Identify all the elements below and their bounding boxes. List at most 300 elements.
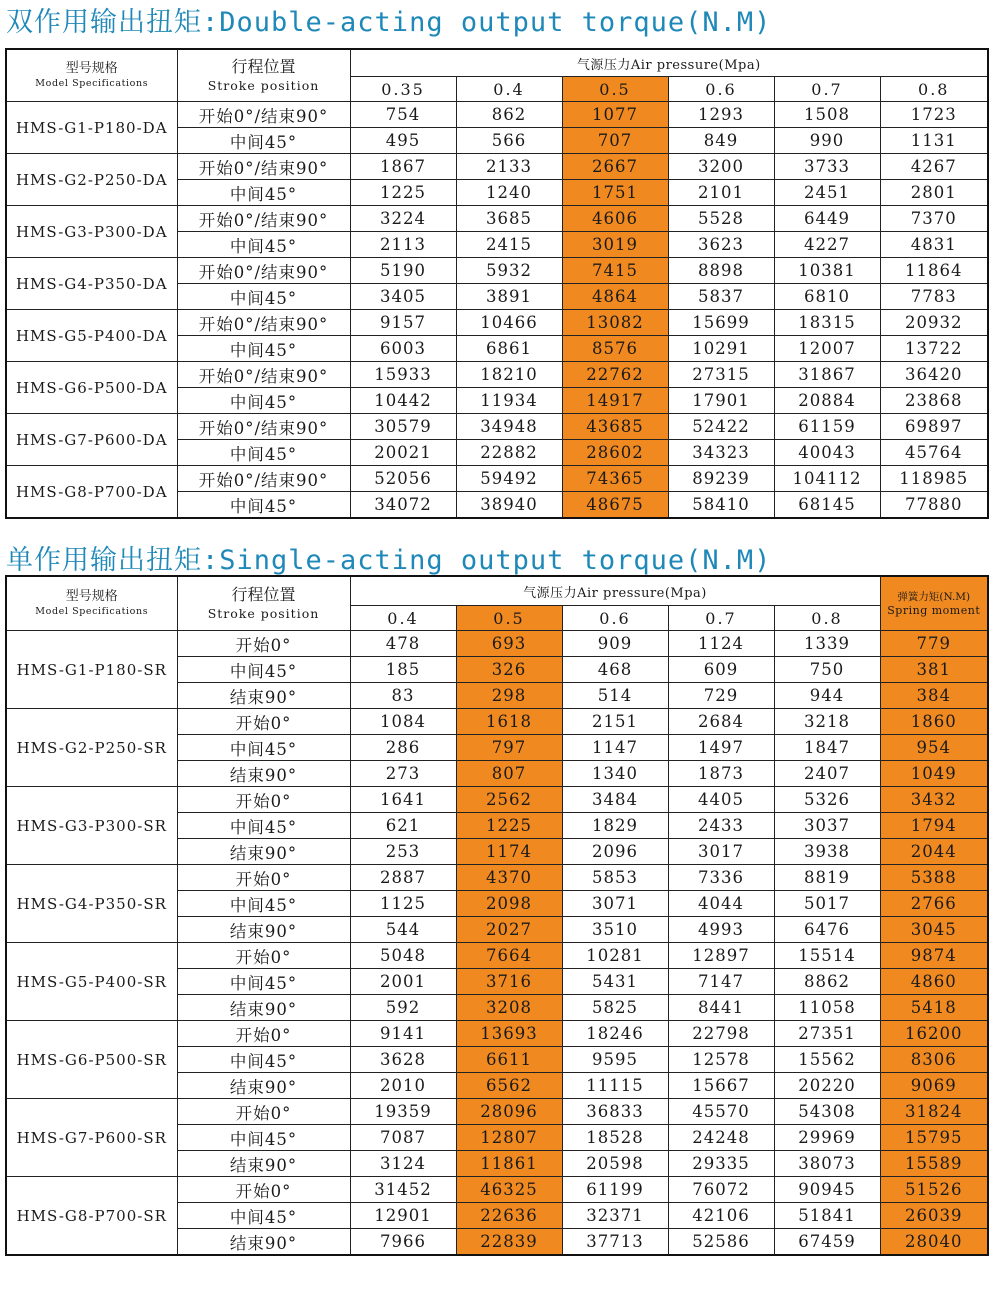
spring-moment-value: 26039: [880, 1203, 988, 1229]
torque-value: 12901: [350, 1203, 456, 1229]
torque-value: 3017: [668, 839, 774, 865]
torque-value: 7336: [668, 865, 774, 891]
torque-value: 67459: [774, 1229, 880, 1256]
pressure-value: 0.8: [774, 606, 880, 631]
torque-value: 61159: [774, 414, 880, 440]
torque-value: 1340: [562, 761, 668, 787]
table-row: [6, 787, 988, 813]
double-acting-title: 双作用输出扭矩:Double-acting output torque(N.M): [6, 7, 772, 38]
torque-value: 7966: [350, 1229, 456, 1256]
spring-moment-value: 2766: [880, 891, 988, 917]
torque-value: 24248: [668, 1125, 774, 1151]
torque-value: 18246: [562, 1021, 668, 1047]
torque-value: 4267: [880, 154, 988, 180]
stroke-position: 开始0°/结束90°: [177, 362, 350, 388]
torque-value: 90945: [774, 1177, 880, 1203]
torque-value: 2098: [456, 891, 562, 917]
torque-value: 3019: [562, 232, 668, 258]
table-row: [6, 631, 988, 657]
torque-value: 253: [350, 839, 456, 865]
torque-value: 18528: [562, 1125, 668, 1151]
torque-value: 7147: [668, 969, 774, 995]
torque-value: 104112: [774, 466, 880, 492]
torque-value: 34948: [456, 414, 562, 440]
stroke-position: 结束90°: [177, 1073, 350, 1099]
table-row: [6, 466, 988, 492]
torque-value: 544: [350, 917, 456, 943]
stroke-position-header-en: Stroke position: [207, 605, 320, 621]
torque-value: 1339: [774, 631, 880, 657]
torque-value: 74365: [562, 466, 668, 492]
spring-moment-value: 9874: [880, 943, 988, 969]
model-name: HMS-G7-P600-DA: [6, 414, 177, 466]
torque-value: 3071: [562, 891, 668, 917]
torque-value: 9157: [350, 310, 456, 336]
torque-value: 28096: [456, 1099, 562, 1125]
model-name: HMS-G4-P350-DA: [6, 258, 177, 310]
pressure-value: 0.4: [350, 606, 456, 631]
model-name: HMS-G7-P600-SR: [6, 1099, 177, 1177]
spring-moment-header-en: Spring moment: [887, 603, 981, 617]
torque-value: 52586: [668, 1229, 774, 1256]
torque-value: 3200: [668, 154, 774, 180]
model-name: HMS-G1-P180-DA: [6, 102, 177, 154]
torque-value: 3623: [668, 232, 774, 258]
torque-value: 54308: [774, 1099, 880, 1125]
spring-moment-value: 1860: [880, 709, 988, 735]
torque-value: 3628: [350, 1047, 456, 1073]
torque-value: 1131: [880, 128, 988, 154]
torque-value: 46325: [456, 1177, 562, 1203]
torque-value: 1077: [562, 102, 668, 128]
stroke-position: 中间45°: [177, 969, 350, 995]
torque-value: 12807: [456, 1125, 562, 1151]
torque-value: 12578: [668, 1047, 774, 1073]
torque-value: 1867: [350, 154, 456, 180]
torque-value: 5431: [562, 969, 668, 995]
torque-value: 6810: [774, 284, 880, 310]
torque-value: 4864: [562, 284, 668, 310]
torque-value: 38073: [774, 1151, 880, 1177]
torque-value: 1125: [350, 891, 456, 917]
spring-moment-value: 384: [880, 683, 988, 709]
torque-value: 729: [668, 683, 774, 709]
torque-value: 1618: [456, 709, 562, 735]
model-name: HMS-G6-P500-SR: [6, 1021, 177, 1099]
torque-value: 6562: [456, 1073, 562, 1099]
torque-value: 20598: [562, 1151, 668, 1177]
torque-value: 1641: [350, 787, 456, 813]
torque-value: 4405: [668, 787, 774, 813]
torque-value: 18315: [774, 310, 880, 336]
torque-value: 22762: [562, 362, 668, 388]
table-row: [6, 414, 988, 440]
torque-value: 754: [350, 102, 456, 128]
torque-value: 5017: [774, 891, 880, 917]
model-spec-header: [6, 49, 177, 102]
torque-value: 4044: [668, 891, 774, 917]
model-name: HMS-G8-P700-SR: [6, 1177, 177, 1256]
model-spec-header-en: Model Specifications: [35, 605, 149, 617]
torque-value: 2027: [456, 917, 562, 943]
model-spec-header-cn: 型号规格: [65, 588, 118, 604]
stroke-position: 开始0°: [177, 787, 350, 813]
model-name: HMS-G5-P400-DA: [6, 310, 177, 362]
torque-value: 5528: [668, 206, 774, 232]
spring-moment-value: 8306: [880, 1047, 988, 1073]
spring-moment-value: 4860: [880, 969, 988, 995]
torque-value: 1124: [668, 631, 774, 657]
torque-value: 11115: [562, 1073, 668, 1099]
model-spec-header-cn: 型号规格: [65, 60, 118, 76]
spring-moment-value: 779: [880, 631, 988, 657]
model-name: HMS-G2-P250-SR: [6, 709, 177, 787]
torque-value: 609: [668, 657, 774, 683]
torque-value: 20021: [350, 440, 456, 466]
spring-moment-header: [880, 576, 988, 631]
model-name: HMS-G3-P300-SR: [6, 787, 177, 865]
spring-moment-value: 51526: [880, 1177, 988, 1203]
table-row: [6, 154, 988, 180]
torque-value: 298: [456, 683, 562, 709]
torque-value: 11861: [456, 1151, 562, 1177]
stroke-position: 开始0°: [177, 709, 350, 735]
torque-value: 10281: [562, 943, 668, 969]
stroke-position: 中间45°: [177, 492, 350, 519]
torque-value: 10381: [774, 258, 880, 284]
stroke-position: 开始0°: [177, 943, 350, 969]
single-acting-torque-table: [5, 575, 989, 1256]
spring-moment-value: 3045: [880, 917, 988, 943]
stroke-position: 中间45°: [177, 388, 350, 414]
torque-value: 31867: [774, 362, 880, 388]
torque-value: 31452: [350, 1177, 456, 1203]
torque-value: 22798: [668, 1021, 774, 1047]
stroke-position: 中间45°: [177, 180, 350, 206]
torque-value: 22882: [456, 440, 562, 466]
torque-value: 6476: [774, 917, 880, 943]
torque-value: 286: [350, 735, 456, 761]
pressure-value: 0.7: [668, 606, 774, 631]
torque-value: 10442: [350, 388, 456, 414]
stroke-position: 开始0°/结束90°: [177, 414, 350, 440]
torque-value: 3218: [774, 709, 880, 735]
torque-value: 3510: [562, 917, 668, 943]
table-row: [6, 865, 988, 891]
spring-moment-value: 16200: [880, 1021, 988, 1047]
torque-value: 797: [456, 735, 562, 761]
torque-value: 2010: [350, 1073, 456, 1099]
torque-value: 42106: [668, 1203, 774, 1229]
torque-value: 28602: [562, 440, 668, 466]
stroke-position: 结束90°: [177, 1229, 350, 1256]
torque-value: 8819: [774, 865, 880, 891]
stroke-position: 结束90°: [177, 1151, 350, 1177]
torque-value: 4227: [774, 232, 880, 258]
air-pressure-header: 气源压力Air pressure(Mpa): [350, 49, 988, 77]
table-row: [6, 102, 988, 128]
torque-value: 3716: [456, 969, 562, 995]
table-row: [6, 310, 988, 336]
stroke-position-header-cn: 行程位置: [231, 56, 296, 76]
spring-moment-value: 5388: [880, 865, 988, 891]
torque-value: 3938: [774, 839, 880, 865]
torque-value: 3484: [562, 787, 668, 813]
stroke-position: 结束90°: [177, 995, 350, 1021]
torque-value: 13722: [880, 336, 988, 362]
stroke-position: 开始0°/结束90°: [177, 310, 350, 336]
torque-value: 15514: [774, 943, 880, 969]
torque-value: 27351: [774, 1021, 880, 1047]
torque-value: 29969: [774, 1125, 880, 1151]
torque-value: 15699: [668, 310, 774, 336]
spring-moment-value: 9069: [880, 1073, 988, 1099]
torque-value: 7370: [880, 206, 988, 232]
table-row: [6, 362, 988, 388]
stroke-position: 结束90°: [177, 839, 350, 865]
stroke-position: 中间45°: [177, 891, 350, 917]
pressure-value: 0.6: [668, 77, 774, 102]
torque-value: 12007: [774, 336, 880, 362]
stroke-position: 中间45°: [177, 657, 350, 683]
torque-value: 4831: [880, 232, 988, 258]
torque-value: 8576: [562, 336, 668, 362]
spring-moment-value: 3432: [880, 787, 988, 813]
torque-value: 514: [562, 683, 668, 709]
torque-value: 2101: [668, 180, 774, 206]
torque-value: 2407: [774, 761, 880, 787]
torque-value: 6861: [456, 336, 562, 362]
stroke-position: 中间45°: [177, 1047, 350, 1073]
spring-moment-value: 2044: [880, 839, 988, 865]
torque-value: 11934: [456, 388, 562, 414]
torque-value: 8862: [774, 969, 880, 995]
torque-value: 17901: [668, 388, 774, 414]
torque-value: 52422: [668, 414, 774, 440]
torque-value: 2433: [668, 813, 774, 839]
torque-value: 4993: [668, 917, 774, 943]
torque-value: 2151: [562, 709, 668, 735]
torque-value: 3405: [350, 284, 456, 310]
torque-value: 52056: [350, 466, 456, 492]
torque-value: 40043: [774, 440, 880, 466]
torque-value: 1084: [350, 709, 456, 735]
torque-value: 77880: [880, 492, 988, 519]
model-name: HMS-G6-P500-DA: [6, 362, 177, 414]
single-acting-title: 单作用输出扭矩:Single-acting output torque(N.M): [6, 545, 772, 576]
pressure-value: 0.5: [562, 77, 668, 102]
spring-moment-value: 15589: [880, 1151, 988, 1177]
torque-value: 69897: [880, 414, 988, 440]
torque-value: 36833: [562, 1099, 668, 1125]
torque-value: 1847: [774, 735, 880, 761]
torque-value: 592: [350, 995, 456, 1021]
torque-value: 20220: [774, 1073, 880, 1099]
torque-value: 5932: [456, 258, 562, 284]
torque-value: 59492: [456, 466, 562, 492]
torque-value: 2133: [456, 154, 562, 180]
torque-value: 45764: [880, 440, 988, 466]
torque-value: 3037: [774, 813, 880, 839]
torque-value: 2096: [562, 839, 668, 865]
torque-value: 22636: [456, 1203, 562, 1229]
torque-value: 20932: [880, 310, 988, 336]
torque-value: 61199: [562, 1177, 668, 1203]
torque-value: 12897: [668, 943, 774, 969]
torque-value: 2113: [350, 232, 456, 258]
stroke-position: 开始0°/结束90°: [177, 466, 350, 492]
pressure-value: 0.35: [350, 77, 456, 102]
torque-value: 76072: [668, 1177, 774, 1203]
torque-value: 6611: [456, 1047, 562, 1073]
stroke-position: 开始0°: [177, 865, 350, 891]
torque-value: 621: [350, 813, 456, 839]
stroke-position: 开始0°: [177, 1021, 350, 1047]
model-name: HMS-G1-P180-SR: [6, 631, 177, 709]
torque-value: 2801: [880, 180, 988, 206]
torque-value: 36420: [880, 362, 988, 388]
pressure-value: 0.6: [562, 606, 668, 631]
torque-value: 15933: [350, 362, 456, 388]
torque-value: 1225: [456, 813, 562, 839]
torque-value: 807: [456, 761, 562, 787]
stroke-position: 中间45°: [177, 1203, 350, 1229]
spring-moment-value: 31824: [880, 1099, 988, 1125]
model-name: HMS-G8-P700-DA: [6, 466, 177, 519]
torque-value: 32371: [562, 1203, 668, 1229]
torque-value: 34323: [668, 440, 774, 466]
table-row: [6, 1099, 988, 1125]
spring-moment-value: 1794: [880, 813, 988, 839]
torque-value: 11864: [880, 258, 988, 284]
stroke-position-header: [177, 49, 350, 102]
stroke-position: 中间45°: [177, 232, 350, 258]
torque-value: 6449: [774, 206, 880, 232]
torque-value: 7783: [880, 284, 988, 310]
torque-value: 909: [562, 631, 668, 657]
torque-value: 19359: [350, 1099, 456, 1125]
torque-value: 29335: [668, 1151, 774, 1177]
torque-value: 43685: [562, 414, 668, 440]
stroke-position: 中间45°: [177, 336, 350, 362]
torque-value: 2562: [456, 787, 562, 813]
torque-value: 22839: [456, 1229, 562, 1256]
torque-value: 5326: [774, 787, 880, 813]
spring-moment-value: 5418: [880, 995, 988, 1021]
torque-value: 10291: [668, 336, 774, 362]
spring-moment-value: 954: [880, 735, 988, 761]
torque-value: 1293: [668, 102, 774, 128]
table-row: [6, 1021, 988, 1047]
torque-value: 15667: [668, 1073, 774, 1099]
torque-value: 3224: [350, 206, 456, 232]
spring-moment-value: 15795: [880, 1125, 988, 1151]
stroke-position: 中间45°: [177, 735, 350, 761]
torque-value: 34072: [350, 492, 456, 519]
air-pressure-header: 气源压力Air pressure(Mpa): [350, 576, 880, 606]
model-name: HMS-G2-P250-DA: [6, 154, 177, 206]
torque-value: 1174: [456, 839, 562, 865]
torque-value: 1225: [350, 180, 456, 206]
stroke-position: 结束90°: [177, 761, 350, 787]
stroke-position: 开始0°/结束90°: [177, 154, 350, 180]
torque-value: 566: [456, 128, 562, 154]
torque-value: 495: [350, 128, 456, 154]
spring-moment-value: 28040: [880, 1229, 988, 1256]
torque-value: 58410: [668, 492, 774, 519]
torque-value: 7664: [456, 943, 562, 969]
torque-value: 7415: [562, 258, 668, 284]
torque-value: 14917: [562, 388, 668, 414]
torque-value: 5837: [668, 284, 774, 310]
torque-value: 4606: [562, 206, 668, 232]
torque-value: 5048: [350, 943, 456, 969]
torque-value: 944: [774, 683, 880, 709]
torque-value: 13693: [456, 1021, 562, 1047]
torque-value: 2415: [456, 232, 562, 258]
torque-value: 8898: [668, 258, 774, 284]
torque-value: 3733: [774, 154, 880, 180]
torque-value: 27315: [668, 362, 774, 388]
torque-value: 9595: [562, 1047, 668, 1073]
double-acting-torque-table: [5, 48, 989, 519]
torque-value: 468: [562, 657, 668, 683]
torque-value: 89239: [668, 466, 774, 492]
torque-value: 5825: [562, 995, 668, 1021]
spring-moment-header-cn: 弹簧力矩(N.M): [897, 590, 971, 603]
pressure-value: 0.7: [774, 77, 880, 102]
torque-value: 185: [350, 657, 456, 683]
model-name: HMS-G4-P350-SR: [6, 865, 177, 943]
stroke-position-header: [177, 576, 350, 631]
torque-value: 9141: [350, 1021, 456, 1047]
torque-value: 1751: [562, 180, 668, 206]
torque-value: 1829: [562, 813, 668, 839]
model-name: HMS-G5-P400-SR: [6, 943, 177, 1021]
spring-moment-value: 381: [880, 657, 988, 683]
stroke-position: 中间45°: [177, 1125, 350, 1151]
torque-value: 1508: [774, 102, 880, 128]
model-spec-header-en: Model Specifications: [35, 77, 149, 89]
torque-value: 23868: [880, 388, 988, 414]
torque-value: 1873: [668, 761, 774, 787]
torque-value: 20884: [774, 388, 880, 414]
torque-value: 2451: [774, 180, 880, 206]
torque-value: 1723: [880, 102, 988, 128]
torque-value: 2684: [668, 709, 774, 735]
torque-value: 7087: [350, 1125, 456, 1151]
stroke-position: 中间45°: [177, 813, 350, 839]
torque-value: 2887: [350, 865, 456, 891]
torque-value: 10466: [456, 310, 562, 336]
torque-value: 990: [774, 128, 880, 154]
torque-value: 6003: [350, 336, 456, 362]
torque-value: 37713: [562, 1229, 668, 1256]
table-row: [6, 709, 988, 735]
torque-value: 8441: [668, 995, 774, 1021]
torque-value: 5190: [350, 258, 456, 284]
pressure-value: 0.8: [880, 77, 988, 102]
table-row: [6, 206, 988, 232]
torque-value: 30579: [350, 414, 456, 440]
stroke-position: 开始0°/结束90°: [177, 206, 350, 232]
torque-value: 3124: [350, 1151, 456, 1177]
torque-value: 3685: [456, 206, 562, 232]
stroke-position: 开始0°: [177, 1177, 350, 1203]
stroke-position: 结束90°: [177, 683, 350, 709]
torque-value: 707: [562, 128, 668, 154]
torque-value: 3208: [456, 995, 562, 1021]
